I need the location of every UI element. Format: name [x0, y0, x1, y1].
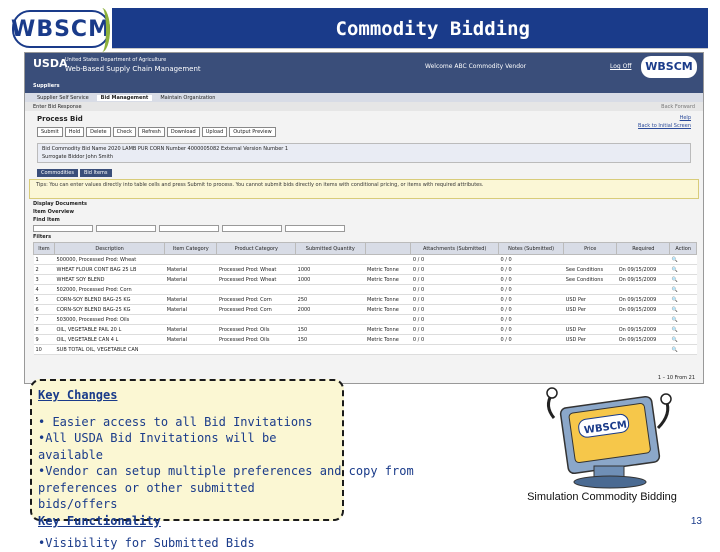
table-cell-pcat — [217, 315, 296, 325]
table-row[interactable] — [34, 285, 697, 295]
bullet-4: •Visibility for Submitted Bids — [38, 536, 255, 550]
check-button[interactable]: Check — [113, 127, 136, 137]
row-action-icon[interactable]: 🔍 — [670, 255, 697, 265]
table-cell-req — [617, 315, 670, 325]
table-cell-req: On 09/15/2009 — [617, 295, 670, 305]
table-cell-notes: 0 / 0 — [499, 335, 564, 345]
table-cell-qty[interactable]: 150 — [296, 335, 365, 345]
table-cell-pcat: Processed Prod: Wheat — [217, 275, 296, 285]
table-cell-desc: OIL, VEGETABLE PAIL 20 L — [55, 325, 165, 335]
table-row[interactable] — [34, 265, 697, 275]
column-header[interactable]: Description — [55, 243, 165, 255]
table-cell-pcat: Processed Prod: Corn — [217, 295, 296, 305]
table-cell-cat: Material — [165, 305, 217, 315]
table-cell-unit — [365, 285, 411, 295]
bid-header-info — [37, 143, 691, 163]
item-overview-heading: Item Overview — [33, 209, 74, 215]
hold-button[interactable]: Hold — [65, 127, 84, 137]
column-header[interactable]: Price — [564, 243, 617, 255]
page-number: 13 — [690, 516, 702, 527]
table-cell-unit — [365, 345, 411, 355]
table-cell-att: 0 / 0 — [411, 315, 499, 325]
table-cell-pcat — [217, 285, 296, 295]
table-cell-price[interactable]: USD Per — [564, 325, 617, 335]
table-row[interactable] — [34, 315, 697, 325]
table-cell-qty[interactable]: 150 — [296, 325, 365, 335]
table-cell-cat: Material — [165, 325, 217, 335]
column-header[interactable]: Action — [670, 243, 697, 255]
table-cell-att — [411, 345, 499, 355]
tips-panel: Tips: You can enter values directly into table cells and press Submit to process. You cannot submit bids directly on items with conditional pricing, or items with required attributes. — [29, 179, 699, 199]
table-cell-notes: 0 / 0 — [499, 265, 564, 275]
table-header-row — [34, 243, 697, 255]
table-cell-att: 0 / 0 — [411, 275, 499, 285]
table-cell-unit: Metric Tonne — [365, 265, 411, 275]
table-cell-price[interactable]: USD Per — [564, 335, 617, 345]
surrogate-row: Surrogate Biddor John Smith — [42, 154, 114, 160]
table-cell-cat — [165, 285, 217, 295]
table-cell-item: 6 — [34, 305, 55, 315]
table-cell-qty[interactable] — [296, 345, 365, 355]
page-title-text: Process Bid — [37, 115, 83, 123]
wbscm-screenshot — [24, 52, 704, 384]
column-header[interactable]: Attachments (Submitted) — [411, 243, 499, 255]
logo-swirl-icon — [94, 8, 110, 52]
filter-item-input[interactable] — [33, 225, 93, 232]
table-cell-price[interactable]: USD Per — [564, 295, 617, 305]
row-action-icon[interactable]: 🔍 — [670, 325, 697, 335]
table-cell-req: On 09/15/2009 — [617, 275, 670, 285]
welcome-text: Welcome ABC Commodity Vendor — [425, 63, 527, 70]
table-cell-cat: Material — [165, 275, 217, 285]
table-cell-price[interactable] — [564, 345, 617, 355]
table-cell-att: 0 / 0 — [411, 255, 499, 265]
table-cell-cat: Material — [165, 335, 217, 345]
table-cell-item: 7 — [34, 315, 55, 325]
table-cell-cat: Material — [165, 265, 217, 275]
table-cell-item: 9 — [34, 335, 55, 345]
primary-nav — [25, 83, 703, 93]
bullet-3: •Vendor can setup multiple preferences and copy from — [38, 464, 414, 478]
column-header[interactable]: Required — [617, 243, 670, 255]
table-cell-qty[interactable]: 250 — [296, 295, 365, 305]
wbscm-logo — [12, 10, 110, 48]
table-row[interactable] — [34, 325, 697, 335]
column-header[interactable]: Item — [34, 243, 55, 255]
bullet-3-cont: preferences or other submitted bids/offers — [38, 480, 255, 511]
slide-title-bar — [112, 8, 708, 48]
table-cell-item: 8 — [34, 325, 55, 335]
column-header[interactable] — [365, 243, 411, 255]
row-action-icon[interactable]: 🔍 — [670, 345, 697, 355]
table-cell-req — [617, 345, 670, 355]
table-cell-att: 0 / 0 — [411, 335, 499, 345]
row-action-icon[interactable]: 🔍 — [670, 265, 697, 275]
table-cell-att: 0 / 0 — [411, 265, 499, 275]
table-cell-req: On 09/15/2009 — [617, 305, 670, 315]
table-cell-desc: 500000, Processed Prod: Wheat — [55, 255, 165, 265]
key-changes-heading: Key Changes — [38, 388, 118, 402]
table-cell-notes: 0 / 0 — [499, 305, 564, 315]
bullet-1: • Easier access to all Bid Invitations — [38, 414, 313, 429]
help-link[interactable]: Help — [679, 115, 691, 121]
filter-product-input[interactable] — [96, 225, 156, 232]
filter-fields — [33, 225, 695, 232]
table-cell-item: 3 — [34, 275, 55, 285]
filter-category-input[interactable] — [222, 225, 282, 232]
table-cell-price[interactable]: See Conditions — [564, 275, 617, 285]
table-cell-req: On 09/15/2009 — [617, 325, 670, 335]
table-cell-desc: WHEAT SOY BLEND — [55, 275, 165, 285]
table-cell-item: 4 — [34, 285, 55, 295]
table-cell-pcat — [217, 255, 296, 265]
table-cell-unit — [365, 315, 411, 325]
tab-suppliers[interactable]: Suppliers — [33, 83, 60, 89]
table-cell-price[interactable]: USD Per — [564, 305, 617, 315]
row-action-icon[interactable]: 🔍 — [670, 305, 697, 315]
key-functionality-heading: Key Functionality — [38, 513, 161, 528]
submit-button[interactable]: Submit — [37, 127, 63, 137]
history-nav[interactable]: Back Forward — [661, 104, 695, 110]
bid-items-table — [33, 242, 697, 355]
table-cell-unit: Metric Tonne — [365, 325, 411, 335]
key-changes-box — [30, 379, 414, 550]
table-row[interactable] — [34, 345, 697, 355]
tab-bid-management[interactable]: Bid Management — [97, 95, 153, 101]
column-header[interactable]: Submitted Quantity — [296, 243, 365, 255]
table-cell-notes: 0 / 0 — [499, 295, 564, 305]
logout-link[interactable]: Log Off — [610, 63, 632, 70]
column-header[interactable]: Product Category — [217, 243, 296, 255]
table-cell-price[interactable] — [564, 285, 617, 295]
upload-button[interactable]: Upload — [202, 127, 228, 137]
table-row[interactable] — [34, 275, 697, 285]
table-cell-unit: Metric Tonne — [365, 295, 411, 305]
table-cell-req — [617, 285, 670, 295]
table-cell-req: On 09/15/2009 — [617, 335, 670, 345]
table-cell-unit — [365, 255, 411, 265]
page-title — [25, 111, 703, 129]
mascot-screen-text: WBSCM — [583, 419, 628, 437]
download-button[interactable]: Download — [167, 127, 200, 137]
table-cell-att: 0 / 0 — [411, 295, 499, 305]
table-cell-item: 5 — [34, 295, 55, 305]
bullet-2: •All USDA Bid Invitations will be available — [38, 431, 277, 462]
table-cell-item: 1 — [34, 255, 55, 265]
table-cell-notes: 0 / 0 — [499, 285, 564, 295]
output-preview-button[interactable]: Output Preview — [229, 127, 275, 137]
table-cell-att: 0 / 0 — [411, 305, 499, 315]
find-item-toggle[interactable]: Find Item — [33, 217, 60, 223]
table-cell-desc: 502000, Processed Prod: Corn — [55, 285, 165, 295]
logo-text: WBSCM — [11, 16, 111, 42]
row-action-icon[interactable]: 🔍 — [670, 335, 697, 345]
table-cell-desc: OIL, VEGETABLE CAN 4 L — [55, 335, 165, 345]
table-cell-notes: 0 / 0 — [499, 315, 564, 325]
table-cell-desc: WHEAT FLOUR CONT BAG 25 LB — [55, 265, 165, 275]
pager[interactable]: 1 – 10 From 21 — [657, 375, 695, 381]
table-cell-pcat: Processed Prod: Corn — [217, 305, 296, 315]
row-action-icon[interactable]: 🔍 — [670, 285, 697, 295]
table-cell-qty[interactable]: 2000 — [296, 305, 365, 315]
header-divider — [112, 48, 708, 49]
table-cell-item: 2 — [34, 265, 55, 275]
department-name: United States Department of Agriculture — [65, 57, 167, 63]
breadcrumb — [25, 102, 703, 111]
bid-info-row: Bid Commodity Bid Name 2020 LAMB PUR CORN Number 4000005082 External Version Number 1 — [42, 146, 289, 152]
table-cell-pcat: Processed Prod: Oils — [217, 335, 296, 345]
table-cell-price[interactable]: See Conditions — [564, 265, 617, 275]
mascot-caption: Simulation Commodity Bidding — [527, 491, 677, 503]
table-cell-notes — [499, 345, 564, 355]
table-cell-qty[interactable] — [296, 315, 365, 325]
computer-mascot-icon — [540, 384, 680, 490]
table-cell-att: 0 / 0 — [411, 285, 499, 295]
table-cell-qty[interactable] — [296, 285, 365, 295]
bid-subtabs — [25, 167, 703, 179]
toolbar — [25, 125, 703, 139]
display-documents-checkbox[interactable]: Display Documents — [33, 201, 87, 207]
table-row[interactable] — [34, 335, 697, 345]
table-row[interactable] — [34, 255, 697, 265]
filter-documents-input[interactable] — [285, 225, 345, 232]
table-cell-cat — [165, 255, 217, 265]
usda-banner — [25, 53, 703, 83]
table-cell-qty[interactable]: 1000 — [296, 275, 365, 285]
row-action-icon[interactable]: 🔍 — [670, 295, 697, 305]
table-cell-unit: Metric Tonne — [365, 305, 411, 315]
table-row[interactable] — [34, 295, 697, 305]
table-cell-desc: CORN-SOY BLEND BAG-25 KG — [55, 305, 165, 315]
table-cell-price[interactable] — [564, 255, 617, 265]
table-cell-desc: CORN-SOY BLEND BAG-25 KG — [55, 295, 165, 305]
table-cell-unit: Metric Tonne — [365, 275, 411, 285]
table-cell-cat — [165, 345, 217, 355]
table-body — [34, 255, 697, 355]
system-name: Web-Based Supply Chain Management — [65, 65, 201, 73]
table-cell-cat: Material — [165, 295, 217, 305]
table-cell-pcat: Processed Prod: Oils — [217, 325, 296, 335]
table-cell-cat — [165, 315, 217, 325]
table-cell-req — [617, 255, 670, 265]
table-cell-qty[interactable]: 1000 — [296, 265, 365, 275]
column-header[interactable]: Item Category — [165, 243, 217, 255]
filter-description-input[interactable] — [159, 225, 219, 232]
row-action-icon[interactable]: 🔍 — [670, 275, 697, 285]
table-cell-price[interactable] — [564, 315, 617, 325]
table-cell-notes: 0 / 0 — [499, 325, 564, 335]
refresh-button[interactable]: Refresh — [138, 127, 165, 137]
back-to-initial-link[interactable]: Back to Initial Screen — [638, 123, 691, 129]
tab-commodities[interactable]: Commodities — [37, 169, 78, 177]
secondary-nav — [25, 93, 703, 102]
table-row[interactable] — [34, 305, 697, 315]
table-cell-item: 10 — [34, 345, 55, 355]
table-cell-pcat — [217, 345, 296, 355]
table-cell-pcat: Processed Prod: Wheat — [217, 265, 296, 275]
table-cell-req: On 09/15/2009 — [617, 265, 670, 275]
table-cell-unit: Metric Tonne — [365, 335, 411, 345]
filters-button[interactable]: Filters — [33, 234, 52, 240]
breadcrumb-label: Enter Bid Response — [33, 104, 82, 110]
tab-supplier-self-service[interactable]: Supplier Self Service — [37, 94, 89, 101]
table-cell-notes: 0 / 0 — [499, 255, 564, 265]
table-cell-qty[interactable] — [296, 255, 365, 265]
table-cell-desc: 503000, Processed Prod: Oils — [55, 315, 165, 325]
tab-maintain-organization[interactable]: Maintain Organization — [160, 94, 216, 101]
tab-bid-items[interactable]: Bid Items — [80, 169, 112, 177]
table-cell-desc: SUB TOTAL OIL, VEGETABLE CAN — [55, 345, 165, 355]
column-header[interactable]: Notes (Submitted) — [499, 243, 564, 255]
mini-wbscm-logo: WBSCM — [641, 56, 697, 78]
table-cell-notes: 0 / 0 — [499, 275, 564, 285]
delete-button[interactable]: Delete — [86, 127, 110, 137]
row-action-icon[interactable]: 🔍 — [670, 315, 697, 325]
slide-title: Commodity Bidding — [335, 18, 530, 40]
table-cell-att: 0 / 0 — [411, 325, 499, 335]
usda-logo: USDA — [33, 57, 68, 70]
